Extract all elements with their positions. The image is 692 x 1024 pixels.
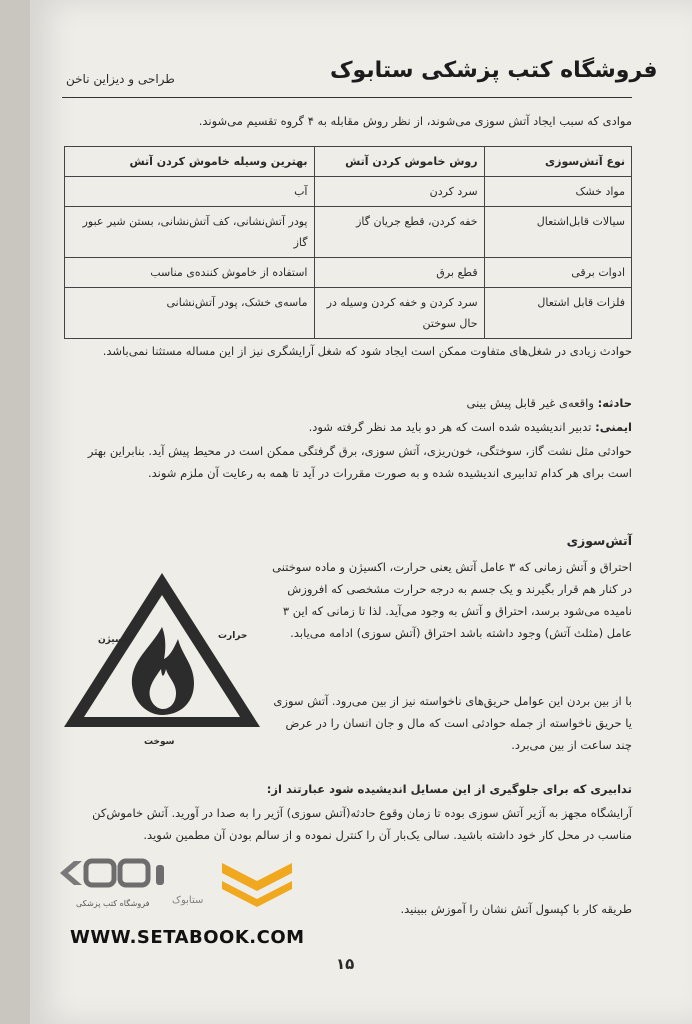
table-cell: قطع برق xyxy=(314,258,484,288)
safety-definition xyxy=(62,416,632,438)
fire-paragraph-1: احتراق و آتش زمانی که ۳ عامل آتش یعنی حرارت، اکسیژن و ماده سوختنی در کنار هم قرار بگیرند و یک جسم به درجه حرارت مشخصی که افروزش نامیده می‌شود برسد، احتراق و آتش به وجود می‌آید. لذا تا زمانی که این ۳ عامل (مثلث آتش) وجود داشته باشد احتراق (آتش سوزی) ادامه می‌یابد. xyxy=(272,560,632,640)
watermark-website: WWW.SETABOOK.COM xyxy=(70,927,305,948)
book-title: طراحی و دیزاین ناخن xyxy=(66,72,175,86)
intro-text: موادی که سبب ایجاد آتش سوزی می‌شوند، از نظر روش مقابله به ۴ گروه تقسیم می‌شوند. xyxy=(198,114,632,128)
table-row xyxy=(65,258,632,288)
safety-term: ایمنی: xyxy=(595,420,632,434)
paragraph-after-table: حوادث زیادی در شغل‌های متفاوت ممکن است ایجاد شود که شغل آرایشگری نیز از این مساله مستثنا نمی‌باشد. xyxy=(102,344,632,358)
fire-types-table xyxy=(64,146,632,339)
safety-text: تدبیر اندیشیده شده است که هر دو باید مد نظر گرفته شود. xyxy=(308,420,592,434)
measures-paragraph: آرایشگاه مجهز به آژیر آتش سوزی بوده تا زمان وقوع حادثه(آتش سوزی) آژیر را به صدا در آورید. آتش خاموش‌کن مناسب در محل کار خود داشته باشید. سالی یک‌بار آن را کنترل نموده و از سالم بودن آن مطمین شوید. xyxy=(92,806,632,842)
table-header-cell: بهترین وسیله خاموش کردن آتش xyxy=(65,147,315,177)
table-cell: پودر آتش‌نشانی، کف آتش‌نشانی، بستن شیر عبور گاز xyxy=(65,207,315,258)
table-cell: سرد کردن و خفه کردن وسیله در حال سوختن xyxy=(314,288,484,339)
accident-text: واقعه‌ی غیر قابل پیش بینی xyxy=(466,396,594,410)
fire-triangle-figure xyxy=(60,565,265,755)
table-cell: آب xyxy=(65,177,315,207)
table-cell: مواد خشک xyxy=(484,177,631,207)
table-cell: استفاده از خاموش کننده‌ی مناسب xyxy=(65,258,315,288)
page-number: ۱۵ xyxy=(336,955,355,973)
table-header-cell: روش خاموش کردن آتش xyxy=(314,147,484,177)
watermark-tagline: فروشگاه کتب پزشکی xyxy=(76,899,150,908)
fire-triangle-icon xyxy=(60,565,265,755)
table-header-cell: نوع آتش‌سوزی xyxy=(484,147,631,177)
fire-heading: آتش‌سوزی xyxy=(566,533,632,548)
header-rule xyxy=(62,97,632,98)
setabook-watermark-logo xyxy=(52,855,302,915)
triangle-label-fuel: سوخت xyxy=(144,737,175,747)
table-cell: خفه کردن، قطع جریان گاز xyxy=(314,207,484,258)
last-line: طریقه کار با کپسول آتش نشان را آموزش ببینید. xyxy=(400,902,632,916)
table-cell: سیالات قابل‌اشتعال xyxy=(484,207,631,258)
accident-term: حادثه: xyxy=(597,396,632,410)
fire-paragraph-2: با از بین بردن این عوامل حریق‌های ناخواسته نیز از بین می‌رود. آتش سوزی یا حریق ناخواسته از جمله حوادثی است که مال و جان انسان را در عرض چند ساعت از بین می‌برد. xyxy=(273,694,632,752)
table-row xyxy=(65,288,632,339)
table-row xyxy=(65,207,632,258)
table-row xyxy=(65,177,632,207)
triangle-label-heat: حرارت xyxy=(218,631,248,641)
store-title: فروشگاه کتب پزشکی ستابوک xyxy=(330,58,658,83)
triangle-label-oxygen: اکسیژن xyxy=(98,635,133,645)
table-cell: ادوات برقی xyxy=(484,258,631,288)
table-cell: سرد کردن xyxy=(314,177,484,207)
accident-definition xyxy=(62,392,632,414)
watermark-logo-text: ستابوک xyxy=(172,895,204,906)
table-header-row xyxy=(65,147,632,177)
measures-heading: تدابیری که برای جلوگیری از این مسایل اندیشیده شود عبارتند از: xyxy=(266,782,632,796)
hazards-paragraph: حوادثی مثل نشت گاز، سوختگی، خون‌ریزی، آتش سوزی، برق گرفتگی ممکن است در محیط پیش آید. بنابراین بهتر است برای هر کدام تدابیری اندیشیده شده و به صورت مقررات در آید تا همه به رعایت آن ملزم شوند. xyxy=(87,444,632,480)
table-cell: ماسه‌ی خشک، پودر آتش‌نشانی xyxy=(65,288,315,339)
table-cell: فلزات قابل اشتعال xyxy=(484,288,631,339)
